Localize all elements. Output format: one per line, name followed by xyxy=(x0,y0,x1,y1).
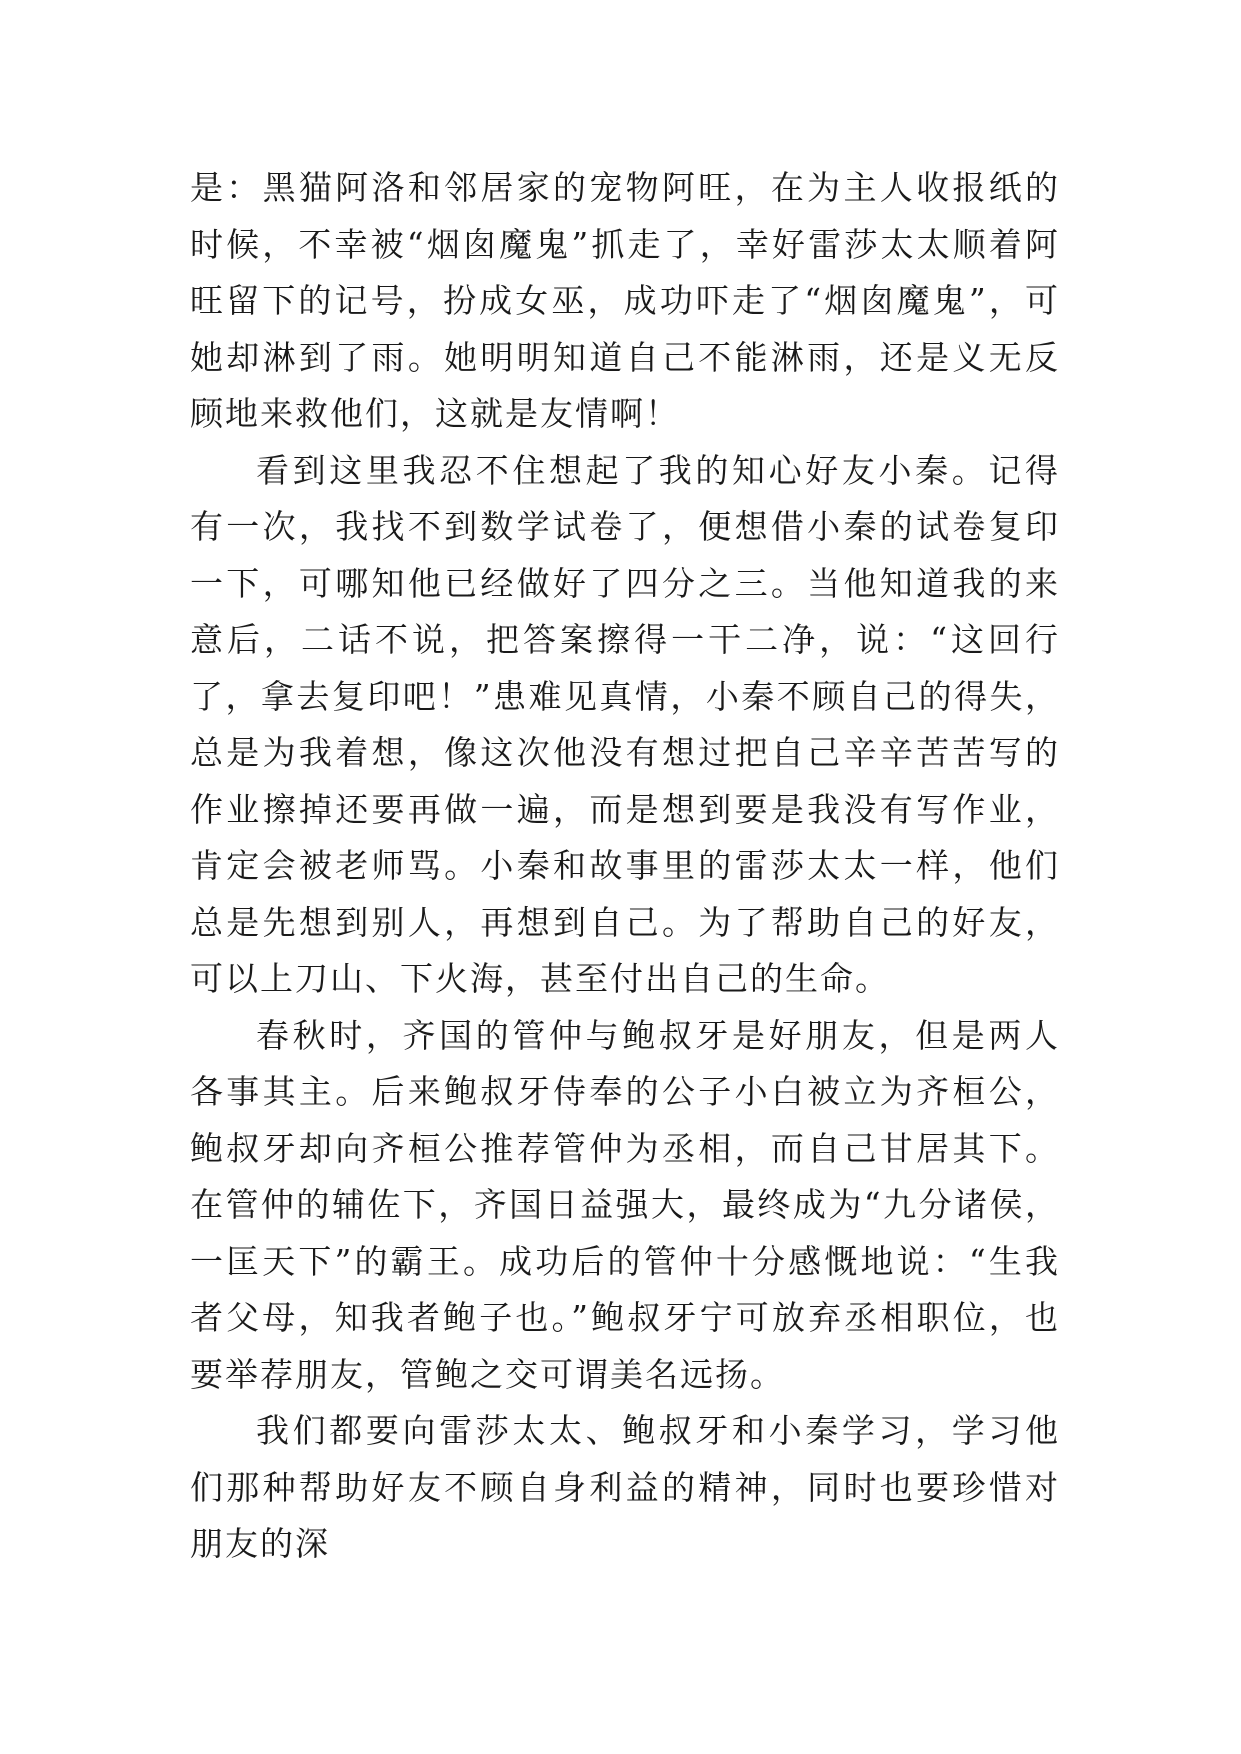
document-body xyxy=(190,160,1060,1573)
paragraph-2: 看到这里我忍不住想起了我的知心好友小秦。记得有一次，我找不到数学试卷了，便想借小秦的试卷复印一下，可哪知他已经做好了四分之三。当他知道我的来意后，二话不说，把答案擦得一干二净，说：“这回行了，拿去复印吧！”患难见真情，小秦不顾自己的得失，总是为我着想，像这次他没有想过把自己辛辛苦苦写的作业擦掉还要再做一遍，而是想到要是我没有写作业，肯定会被老师骂。小秦和故事里的雷莎太太一样，他们总是先想到别人，再想到自己。为了帮助自己的好友，可以上刀山、下火海，甚至付出自己的生命。 xyxy=(190,450,1060,998)
paragraph-4: 我们都要向雷莎太太、鲍叔牙和小秦学习，学习他们那种帮助好友不顾自身利益的精神，同时也要珍惜对朋友的深 xyxy=(190,1411,1060,1563)
paragraph-3: 春秋时，齐国的管仲与鲍叔牙是好朋友，但是两人各事其主。后来鲍叔牙侍奉的公子小白被立为齐桓公，鲍叔牙却向齐桓公推荐管仲为丞相，而自己甘居其下。在管仲的辅佐下，齐国日益强大，最终成为“九分诸侯，一匡天下”的霸王。成功后的管仲十分感慨地说：“生我者父母，知我者鲍子也。”鲍叔牙宁可放弃丞相职位，也要举荐朋友，管鲍之交可谓美名远扬。 xyxy=(190,1015,1060,1394)
paragraph-1: 是：黑猫阿洛和邻居家的宠物阿旺，在为主人收报纸的时候，不幸被“烟囱魔鬼”抓走了，幸好雷莎太太顺着阿旺留下的记号，扮成女巫，成功吓走了“烟囱魔鬼”，可她却淋到了雨。她明明知道自己不能淋雨，还是义无反顾地来救他们，这就是友情啊！ xyxy=(190,168,1060,433)
